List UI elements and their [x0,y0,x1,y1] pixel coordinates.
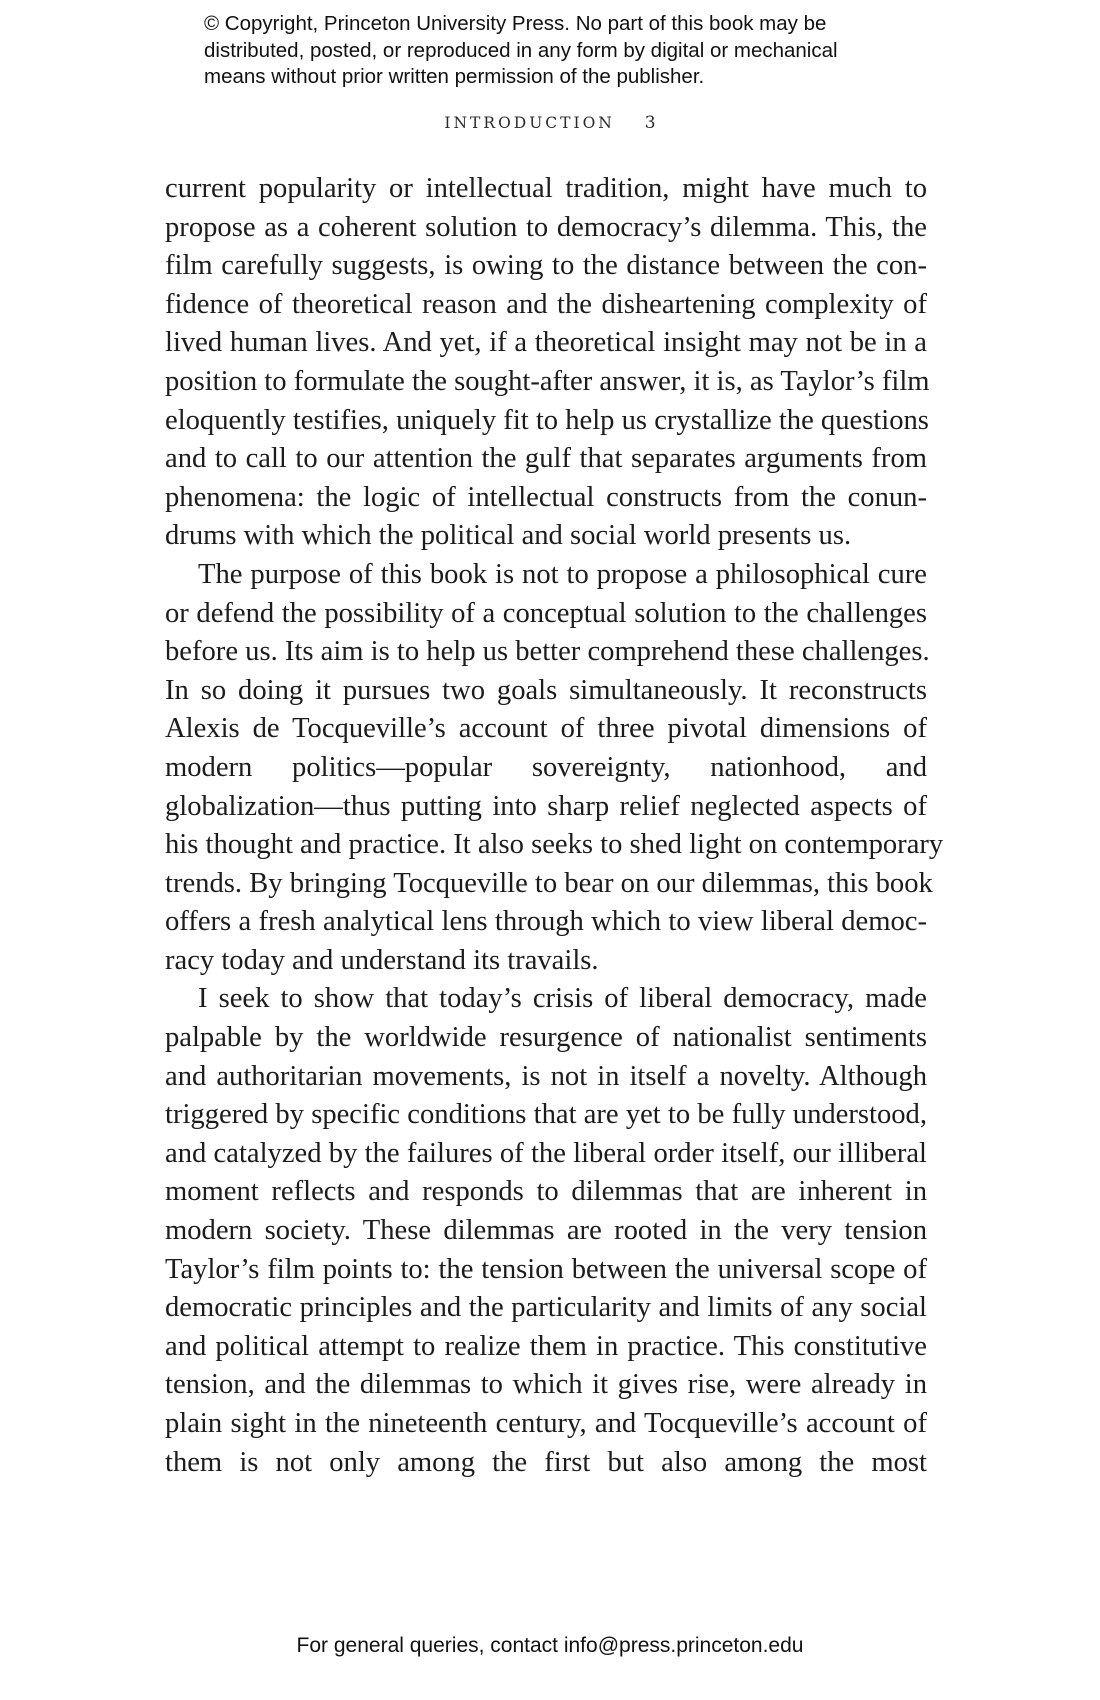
text-line: before us. Its aim is to help us better comprehend these challenges. [165,636,930,668]
copyright-line: distributed, posted, or reproduced in any form by digital or mechanical [204,38,838,62]
text-line: tension, and the dilemmas to which it gives rise, were already in [165,1369,927,1401]
text-line: globalization—thus putting into sharp relief neglected aspects of [165,790,927,822]
text-line: modern society. These dilemmas are rooted in the very tension [165,1215,927,1247]
paragraph-3 [165,980,927,1482]
text-line: propose as a coherent solution to democracy’s dilemma. This, the [165,211,927,243]
text-line: trends. By bringing Tocqueville to bear on our dilemmas, this book [165,867,933,899]
text-line: racy today and understand its travails. [165,944,599,976]
text-line: current popularity or intellectual tradition, might have much to [165,173,927,204]
text-line: The purpose of this book is not to propose a philosophical cure [198,558,927,590]
text-line: them is not only among the first but also among the most [165,1446,927,1478]
text-line: Taylor’s film points to: the tension between the universal scope of [165,1253,927,1285]
text-line: Alexis de Tocqueville’s account of three pivotal dimensions of [165,713,927,745]
text-line: democratic principles and the particularity and limits of any social [165,1292,927,1324]
paragraph-2 [165,556,944,981]
text-line: palpable by the worldwide resurgence of nationalist sentiments [165,1022,927,1054]
text-line: position to formulate the sought-after answer, it is, as Taylor’s film [165,365,930,397]
running-head-section: INTRODUCTION [444,114,615,132]
text-line: phenomena: the logic of intellectual constructs from the conun- [165,481,927,513]
text-line: plain sight in the nineteenth century, and Tocqueville’s account of [165,1408,927,1439]
text-line: moment reflects and responds to dilemmas that are inherent in [165,1176,927,1208]
text-line: and catalyzed by the failures of the liberal order itself, our illiberal [165,1137,927,1169]
footer-contact: For general queries, contact info@press.princeton.edu [296,1634,804,1657]
page-number: 3 [644,113,656,133]
running-head [0,113,1100,133]
text-line: eloquently testifies, uniquely fit to help us crystallize the questions [165,404,929,436]
text-line: I seek to show that today’s crisis of liberal democracy, made [198,983,927,1015]
text-line: and authoritarian movements, is not in itself a novelty. Although [165,1060,927,1092]
text-line: film carefully suggests, is owing to the distance between the con- [165,250,927,282]
text-line: and political attempt to realize them in practice. This constitutive [165,1330,927,1362]
paragraph-1 [165,170,930,556]
text-line: lived human lives. And yet, if a theoretical insight may not be in a [165,327,927,359]
text-line: offers a fresh analytical lens through which to view liberal democ- [165,906,927,938]
text-line: In so doing it pursues two goals simultaneously. It reconstructs [165,674,927,706]
text-line: or defend the possibility of a conceptual solution to the challenges [165,597,927,629]
copyright-line: © Copyright, Princeton University Press. No part of this book may be [204,12,827,35]
copyright-notice [204,11,964,91]
body-text [165,170,944,1482]
text-line: triggered by specific conditions that are yet to be fully understood, [165,1099,927,1131]
text-line: modern politics—popular sovereignty, nationhood, and [165,751,927,783]
text-line: drums with which the political and social world presents us. [165,520,852,552]
text-line: and to call to our attention the gulf that separates arguments from [165,443,927,475]
text-line: fidence of theoretical reason and the disheartening complexity of [165,288,927,320]
text-line: his thought and practice. It also seeks to shed light on contemporary [165,829,944,861]
copyright-line: means without prior written permission of the publisher. [204,65,705,88]
